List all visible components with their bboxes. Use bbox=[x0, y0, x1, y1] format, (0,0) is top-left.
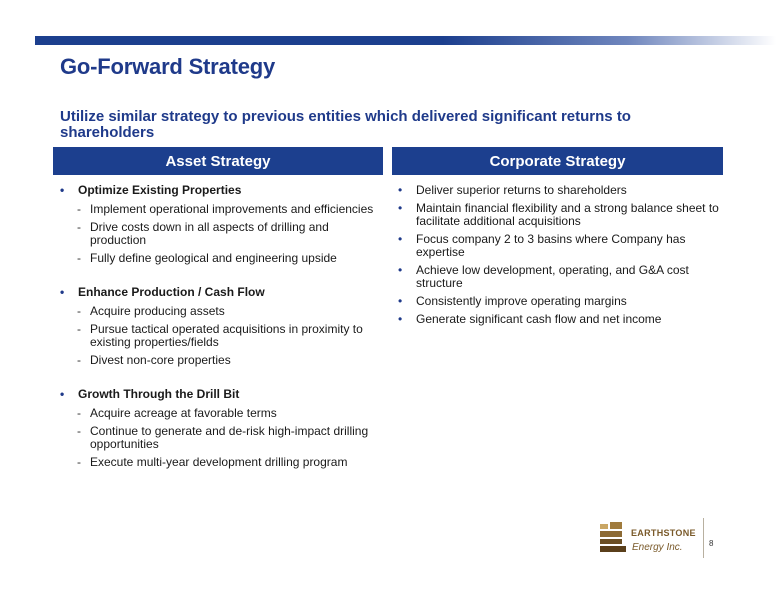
asset-group-optimize bbox=[60, 184, 378, 265]
corporate-strategy-header: Corporate Strategy bbox=[392, 147, 723, 175]
logo-subname: Energy Inc. bbox=[632, 542, 683, 553]
dash-icon: - bbox=[77, 322, 81, 336]
logo-name: EARTHSTONE bbox=[631, 528, 696, 538]
list-item: • Deliver superior returns to shareholders bbox=[398, 183, 627, 197]
bullet-dot-icon: • bbox=[398, 232, 403, 246]
list-item: - Divest non-core properties bbox=[77, 353, 231, 367]
asset-group-growth bbox=[60, 388, 378, 469]
list-item: - Continue to generate and de-risk high-impact drilling opportunities bbox=[77, 424, 369, 451]
bullet-dot-icon: • bbox=[60, 183, 65, 197]
dash-icon: - bbox=[77, 424, 81, 438]
list-item: - Implement operational improvements and efficiencies bbox=[77, 202, 374, 216]
list-item: - Acquire acreage at favorable terms bbox=[77, 406, 277, 420]
list-item: - Pursue tactical operated acquisitions in proximity to existing properties/fields bbox=[77, 322, 363, 349]
list-item: • Generate significant cash flow and net income bbox=[398, 312, 662, 326]
bullet-dot-icon: • bbox=[60, 285, 65, 299]
dash-icon: - bbox=[77, 251, 81, 265]
logo-divider bbox=[703, 518, 704, 558]
asset-strategy-header: Asset Strategy bbox=[53, 147, 383, 175]
bullet-dot-icon: • bbox=[60, 387, 65, 401]
bullet-dot-icon: • bbox=[398, 201, 403, 215]
list-item: • Optimize Existing Properties bbox=[60, 183, 242, 197]
header-gradient-bar bbox=[35, 36, 776, 45]
list-item: - Fully define geological and engineering upside bbox=[77, 251, 337, 265]
dash-icon: - bbox=[77, 220, 81, 234]
list-item: • Growth Through the Drill Bit bbox=[60, 387, 240, 401]
list-item: • Enhance Production / Cash Flow bbox=[60, 285, 265, 299]
dash-icon: - bbox=[77, 304, 81, 318]
dash-icon: - bbox=[77, 406, 81, 420]
list-item: • Achieve low development, operating, and G&A cost structure bbox=[398, 263, 689, 290]
list-item: • Maintain financial flexibility and a strong balance sheet to facilitate additional acquisitions bbox=[398, 201, 719, 228]
bullet-dot-icon: • bbox=[398, 263, 403, 277]
slide-subtitle: Utilize similar strategy to previous entities which delivered significant returns to shareholders bbox=[60, 108, 631, 141]
list-item: - Execute multi-year development drilling program bbox=[77, 455, 348, 469]
list-item: - Drive costs down in all aspects of drilling and production bbox=[77, 220, 329, 247]
list-item: • Consistently improve operating margins bbox=[398, 294, 627, 308]
slide-title: Go-Forward Strategy bbox=[60, 54, 276, 79]
dash-icon: - bbox=[77, 455, 81, 469]
bullet-dot-icon: • bbox=[398, 312, 403, 326]
bullet-dot-icon: • bbox=[398, 294, 403, 308]
bullet-dot-icon: • bbox=[398, 183, 403, 197]
asset-strategy-column bbox=[60, 184, 378, 490]
dash-icon: - bbox=[77, 202, 81, 216]
corporate-strategy-column bbox=[398, 184, 723, 331]
asset-group-enhance bbox=[60, 286, 378, 367]
list-item: • Focus company 2 to 3 basins where Company has expertise bbox=[398, 232, 686, 259]
dash-icon: - bbox=[77, 353, 81, 367]
list-item: - Acquire producing assets bbox=[77, 304, 225, 318]
page-number: 8 bbox=[709, 539, 714, 548]
